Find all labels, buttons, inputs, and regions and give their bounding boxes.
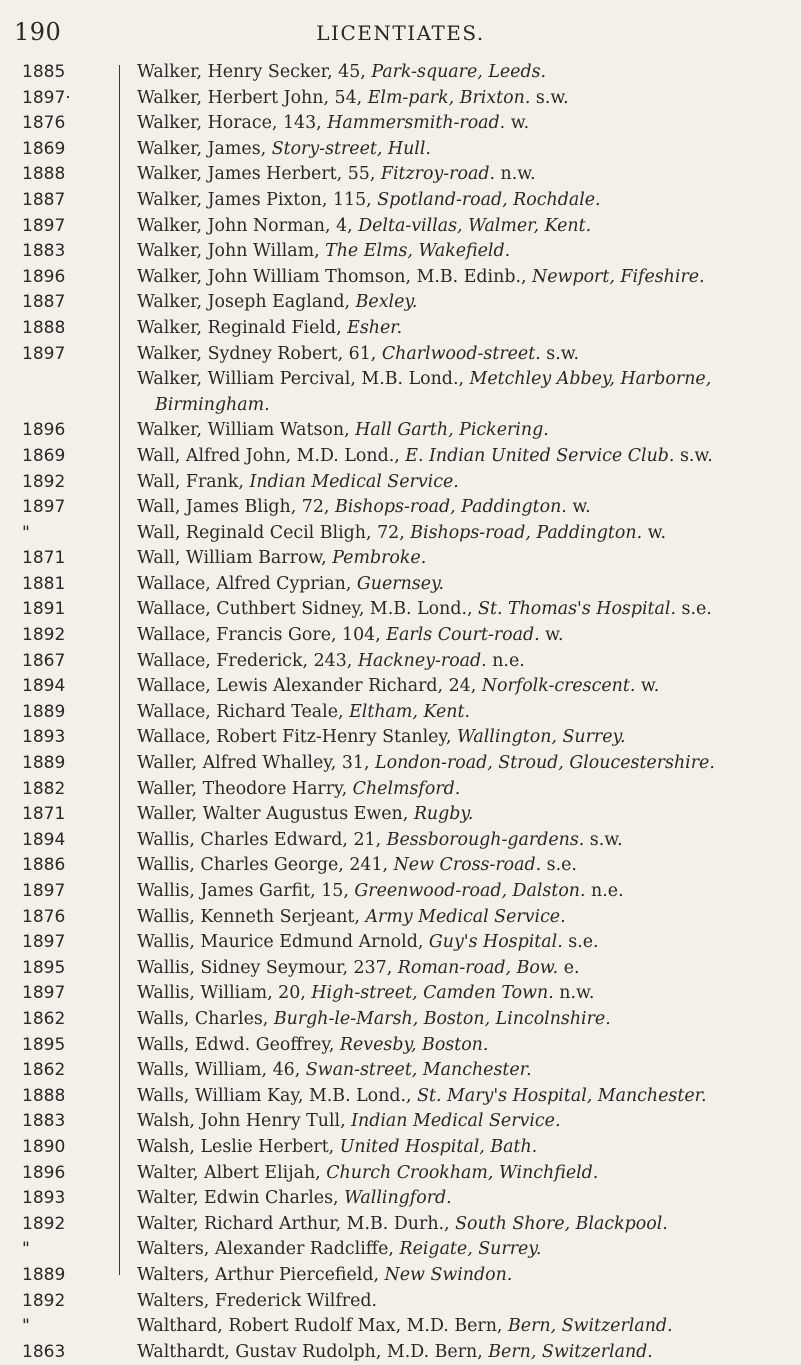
entry-address: Hammersmith-road. — [327, 113, 506, 134]
entry-text — [137, 470, 800, 496]
entry-year: 1887 — [22, 189, 66, 210]
entry-postal-district: s.w. — [584, 829, 623, 850]
list-item — [0, 802, 801, 828]
entry-year: 1890 — [22, 1136, 66, 1157]
entry-text — [137, 879, 800, 905]
entry-name: Wall, James Bligh, 72, — [137, 497, 335, 518]
entry-name: Walker, Herbert John, 54, — [137, 87, 368, 108]
entry-address: Chelmsford. — [352, 778, 461, 799]
entry-year: 1896 — [22, 266, 66, 287]
entry-name: Wall, William Barrow, — [137, 548, 333, 569]
page-header — [0, 18, 801, 50]
entry-name: Wallace, Frederick, 243, — [137, 650, 358, 671]
running-head: LICENTIATES. — [316, 21, 485, 45]
entry-year: 1889 — [22, 701, 66, 722]
list-item — [0, 265, 801, 291]
entry-postal-district: w. — [505, 113, 530, 134]
entry-text — [137, 905, 800, 931]
list-item — [0, 1084, 801, 1110]
list-item — [0, 214, 801, 240]
entry-address: Reigate, Surrey. — [399, 1239, 542, 1260]
entry-text — [137, 239, 800, 265]
list-item — [0, 60, 801, 86]
entry-year: 1892 — [22, 625, 66, 646]
entry-text — [137, 1186, 800, 1212]
entry-year: 1893 — [22, 727, 66, 748]
entry-address: Bexley. — [355, 292, 418, 313]
list-item — [0, 1135, 801, 1161]
entry-year: 1889 — [22, 1264, 66, 1285]
list-item — [0, 418, 801, 444]
entry-address: Guy's Hospital. — [428, 932, 563, 953]
entry-address: Burgh-le-Marsh, Boston, Lincolnshire. — [273, 1008, 611, 1029]
entry-year: 1886 — [22, 855, 66, 876]
list-item — [0, 111, 801, 137]
entry-address: Guernsey. — [356, 573, 445, 594]
entry-address: Delta-villas, Walmer, Kent. — [358, 215, 592, 236]
entry-year: " — [22, 1316, 30, 1337]
entry-text — [137, 495, 800, 521]
entry-address: The Elms, Wakefield. — [325, 241, 511, 262]
list-item — [0, 290, 801, 316]
entry-year: 1892 — [22, 1290, 66, 1311]
entry-address: Swan-street, Manchester. — [305, 1060, 532, 1081]
list-item — [0, 546, 801, 572]
entry-name: Walker, William Percival, M.B. Lond., — [137, 369, 470, 390]
entry-name: Waller, Alfred Whalley, 31, — [137, 753, 376, 774]
entry-text — [137, 956, 800, 982]
entry-text — [137, 342, 800, 368]
entry-name: Walker, James Pixton, 115, — [137, 189, 378, 210]
list-item — [0, 649, 801, 675]
list-item — [0, 367, 801, 418]
entry-year: 1862 — [22, 1060, 66, 1081]
entry-year: 1897 — [22, 497, 66, 518]
entry-text — [137, 546, 800, 572]
entry-text — [137, 1237, 800, 1263]
entry-text — [137, 981, 800, 1007]
entry-year: 1897 — [22, 932, 66, 953]
entry-text — [137, 674, 800, 700]
entry-text — [137, 700, 800, 726]
entry-name: Wallis, Maurice Edmund Arnold, — [137, 932, 429, 953]
entry-name: Walters, Alexander Radcliffe, — [137, 1239, 400, 1260]
list-item — [0, 162, 801, 188]
list-item — [0, 879, 801, 905]
list-item — [0, 1314, 801, 1340]
entry-text — [137, 1263, 800, 1289]
list-item — [0, 828, 801, 854]
list-item — [0, 137, 801, 163]
list-item — [0, 1212, 801, 1238]
entry-name: Walker, James, — [137, 138, 272, 159]
entry-text — [137, 137, 800, 163]
entry-text — [137, 1007, 800, 1033]
entry-year: 1888 — [22, 317, 66, 338]
entry-postal-district: s.e. — [676, 599, 712, 620]
entry-year: 1888 — [22, 164, 66, 185]
list-item — [0, 1263, 801, 1289]
entry-name: Walthard, Robert Rudolf Max, M.D. Bern, — [137, 1316, 508, 1337]
entry-address: Bern, Switzerland. — [488, 1341, 653, 1362]
entry-address: United Hospital, Bath. — [339, 1136, 538, 1157]
entry-name: Wallace, Francis Gore, 104, — [137, 625, 387, 646]
entry-text — [137, 802, 800, 828]
entry-year: 1876 — [22, 906, 66, 927]
entry-address: Bessborough-gardens. — [386, 829, 585, 850]
entry-text — [137, 572, 800, 598]
entry-name: Walsh, John Henry Tull, — [137, 1111, 352, 1132]
entry-postal-district: w. — [566, 497, 591, 518]
entry-text — [137, 418, 800, 444]
entry-name: Walker, William Watson, — [137, 420, 356, 441]
entry-year: 1883 — [22, 1111, 66, 1132]
entry-year: 1897· — [22, 87, 71, 108]
entry-address: Pembroke. — [332, 548, 427, 569]
entry-postal-district: n.e. — [585, 881, 624, 901]
entry-year: 1892 — [22, 471, 66, 492]
entry-address: Earls Court-road. — [386, 625, 540, 646]
entry-text — [137, 1109, 800, 1135]
entry-year: 1883 — [22, 241, 66, 262]
entry-name: Walker, John William Thomson, M.B. Edinb., — [137, 266, 533, 287]
entry-name: Wallis, Sidney Seymour, 237, — [137, 957, 398, 978]
entry-year: 1889 — [22, 753, 66, 774]
entry-year: 1893 — [22, 1188, 66, 1209]
list-item — [0, 905, 801, 931]
entry-postal-district: s.w. — [540, 343, 580, 364]
entry-year: 1869 — [22, 138, 66, 159]
entry-text — [137, 1033, 800, 1059]
entry-text — [137, 1058, 800, 1084]
entry-name: Walker, John Norman, 4, — [137, 215, 359, 236]
entry-year: " — [22, 1239, 30, 1260]
list-item — [0, 470, 801, 496]
list-item — [0, 495, 801, 521]
entry-text — [137, 1084, 800, 1110]
entry-year: 1896 — [22, 1162, 66, 1183]
entry-text — [137, 725, 800, 751]
entry-address: St. Thomas's Hospital. — [478, 599, 676, 620]
entry-postal-district: w. — [539, 625, 564, 646]
entry-year: 1882 — [22, 778, 66, 799]
entry-name: Walker, Sydney Robert, 61, — [137, 343, 382, 364]
list-item — [0, 188, 801, 214]
entry-year: 1896 — [22, 420, 66, 441]
entry-list — [0, 60, 801, 1365]
entry-name: Wallace, Richard Teale, — [137, 701, 350, 722]
list-item — [0, 777, 801, 803]
entry-year: 1897 — [22, 983, 66, 1004]
entry-name: Wallace, Alfred Cyprian, — [137, 573, 357, 594]
entry-text — [137, 1289, 800, 1315]
entry-address: Eltham, Kent. — [349, 701, 470, 722]
entry-year: 1863 — [22, 1341, 66, 1362]
entry-name: Waller, Walter Augustus Ewen, — [137, 804, 414, 825]
list-item — [0, 930, 801, 956]
entry-text — [137, 367, 800, 418]
entry-address: Wallington, Surrey. — [457, 727, 626, 748]
entry-name: Walls, William Kay, M.B. Lond., — [137, 1085, 418, 1106]
entry-text — [137, 649, 800, 675]
entry-year: 1888 — [22, 1085, 66, 1106]
entry-text — [137, 444, 800, 470]
entry-address: Fitzroy-road. — [380, 164, 495, 185]
entry-name: Waller, Theodore Harry, — [137, 778, 353, 799]
entry-text — [137, 86, 800, 112]
entry-postal-district: n.e. — [486, 650, 525, 671]
entry-name: Walker, Henry Secker, 45, — [137, 62, 372, 82]
entry-name: Wallis, William, 20, — [137, 983, 312, 1004]
list-item — [0, 444, 801, 470]
entry-text — [137, 60, 800, 86]
entry-address: Hackney-road. — [357, 650, 487, 671]
entry-address: Charlwood-street. — [381, 343, 541, 364]
entry-address: Story-street, Hull. — [271, 138, 431, 159]
entry-text — [137, 111, 800, 137]
list-item — [0, 239, 801, 265]
entry-name: Wallis, Kenneth Serjeant, — [137, 906, 366, 927]
entry-address: Hall Garth, Pickering. — [355, 420, 549, 441]
entry-text — [137, 1161, 800, 1187]
entry-address: Greenwood-road, Dalston. — [354, 881, 586, 901]
list-item — [0, 1186, 801, 1212]
entry-year: 1876 — [22, 113, 66, 134]
entry-name: Wallace, Robert Fitz-Henry Stanley, — [137, 727, 458, 748]
entry-address: New Swindon. — [384, 1264, 513, 1285]
entry-address: Spotland-road, Rochdale. — [377, 189, 601, 210]
list-item — [0, 725, 801, 751]
entry-name: Walter, Richard Arthur, M.B. Durh., — [137, 1213, 456, 1234]
entry-address: Wallingford. — [344, 1188, 452, 1209]
entry-address: London-road, Stroud, Gloucestershire. — [375, 753, 715, 774]
entry-year: 1894 — [22, 676, 66, 697]
entry-postal-district: s.w. — [674, 445, 713, 466]
entry-name: Walls, Edwd. Geoffrey, — [137, 1034, 340, 1055]
entry-address: Metchley Abbey, Harborne, Birmingham. — [155, 369, 712, 415]
entry-name: Walker, Reginald Field, — [137, 317, 348, 338]
entry-name: Walker, James Herbert, 55, — [137, 164, 381, 185]
entry-name: Walls, Charles, — [137, 1008, 274, 1029]
entry-text — [137, 751, 800, 777]
entry-address: Revesby, Boston. — [339, 1034, 489, 1055]
list-item — [0, 700, 801, 726]
entry-year: " — [22, 522, 30, 543]
list-item — [0, 1033, 801, 1059]
entry-address: Roman-road, Bow. — [397, 957, 559, 978]
list-item — [0, 521, 801, 547]
entry-name: Walker, Horace, 143, — [137, 113, 328, 134]
entry-text — [137, 777, 800, 803]
entry-year: 1867 — [22, 650, 66, 671]
entry-address: Norfolk-crescent. — [481, 676, 636, 697]
entry-postal-district: s.e. — [541, 855, 577, 876]
entry-year: 1895 — [22, 1034, 66, 1055]
entry-name: Wallace, Cuthbert Sidney, M.B. Lond., — [137, 599, 479, 620]
entry-address: Rugby. — [413, 804, 474, 825]
entry-postal-district: w. — [642, 522, 666, 543]
entry-address: New Cross-road. — [393, 855, 542, 876]
entry-text — [137, 188, 800, 214]
entry-text — [137, 1212, 800, 1238]
entry-year: 1891 — [22, 599, 66, 620]
entry-name: Wallis, Charles George, 241, — [137, 855, 394, 876]
entry-postal-district: n.w. — [553, 983, 595, 1004]
list-item — [0, 1161, 801, 1187]
list-item — [0, 981, 801, 1007]
entry-year: 1881 — [22, 573, 66, 594]
entry-year: 1897 — [22, 215, 66, 236]
entry-year: 1871 — [22, 804, 66, 825]
entry-name: Wallis, James Garfit, 15, — [137, 881, 355, 901]
entry-text — [137, 265, 800, 291]
entry-name: Walker, John Willam, — [137, 241, 326, 262]
entry-year: 1895 — [22, 957, 66, 978]
entry-text — [137, 853, 800, 879]
entry-name: Walters, Frederick Wilfred. — [137, 1290, 378, 1311]
list-item — [0, 674, 801, 700]
entry-text — [137, 1135, 800, 1161]
entry-text — [137, 597, 800, 623]
entry-year: 1897 — [22, 881, 66, 901]
entry-address: Newport, Fifeshire. — [532, 266, 705, 287]
entry-postal-district: s.w. — [530, 87, 569, 108]
list-item — [0, 1058, 801, 1084]
list-item — [0, 853, 801, 879]
entry-address: Bern, Switzerland. — [508, 1316, 673, 1337]
list-item — [0, 956, 801, 982]
entry-name: Wallace, Lewis Alexander Richard, 24, — [137, 676, 482, 697]
entry-address: St. Mary's Hospital, Manchester. — [417, 1085, 707, 1106]
page-number: 190 — [14, 18, 62, 46]
entry-name: Wall, Reginald Cecil Bligh, 72, — [137, 522, 411, 543]
entry-postal-district: s.e. — [562, 932, 599, 953]
list-item — [0, 1237, 801, 1263]
list-item — [0, 623, 801, 649]
entry-text — [137, 162, 800, 188]
entry-address: Indian Medical Service. — [249, 471, 459, 492]
list-item — [0, 1340, 801, 1365]
entry-name: Walker, Joseph Eagland, — [137, 292, 356, 313]
entry-text — [137, 930, 800, 956]
entry-text — [137, 214, 800, 240]
entry-text — [137, 623, 800, 649]
entry-address: Park-square, Leeds. — [371, 62, 547, 82]
entry-year: 1871 — [22, 548, 66, 569]
entry-year: 1887 — [22, 292, 66, 313]
entry-address: Church Crookham, Winchfield. — [326, 1162, 599, 1183]
list-item — [0, 1289, 801, 1315]
list-item — [0, 1109, 801, 1135]
list-item — [0, 751, 801, 777]
list-item — [0, 1007, 801, 1033]
entry-address: Esher. — [347, 317, 403, 338]
list-item — [0, 316, 801, 342]
entry-postal-district: e. — [558, 957, 580, 978]
entry-name: Walter, Edwin Charles, — [137, 1188, 345, 1209]
entry-address: Elm-park, Brixton. — [367, 87, 531, 108]
entry-text — [137, 316, 800, 342]
entry-name: Walter, Albert Elijah, — [137, 1162, 327, 1183]
entry-postal-district: n.w. — [494, 164, 536, 185]
entry-name: Wallis, Charles Edward, 21, — [137, 829, 387, 850]
entry-address: Army Medical Service. — [365, 906, 566, 927]
entry-address: Bishops-road, Paddington. — [334, 497, 567, 518]
entry-year: 1892 — [22, 1213, 66, 1234]
entry-postal-district: w. — [635, 676, 660, 697]
entry-address: High-street, Camden Town. — [311, 983, 554, 1004]
entry-address: Bishops-road, Paddington. — [410, 522, 643, 543]
entry-name: Walters, Arthur Piercefield, — [137, 1264, 385, 1285]
entry-year: 1885 — [22, 62, 66, 82]
list-item — [0, 597, 801, 623]
list-item — [0, 572, 801, 598]
entry-text — [137, 290, 800, 316]
entry-year: 1869 — [22, 445, 66, 466]
entry-name: Wall, Frank, — [137, 471, 250, 492]
entry-text — [137, 1314, 800, 1340]
entry-address: South Shore, Blackpool. — [455, 1213, 668, 1234]
entry-text — [137, 521, 800, 547]
entry-year: 1897 — [22, 343, 66, 364]
entry-address: E. Indian United Service Club. — [405, 445, 675, 466]
entry-name: Wall, Alfred John, M.D. Lond., — [137, 445, 406, 466]
entry-name: Walls, William, 46, — [137, 1060, 306, 1081]
entry-name: Walthardt, Gustav Rudolph, M.D. Bern, — [137, 1341, 489, 1362]
list-item — [0, 342, 801, 368]
entry-text — [137, 828, 800, 854]
entry-name: Walsh, Leslie Herbert, — [137, 1136, 340, 1157]
entry-text — [137, 1340, 800, 1365]
list-item — [0, 86, 801, 112]
entry-year: 1862 — [22, 1008, 66, 1029]
entry-address: Indian Medical Service. — [351, 1111, 561, 1132]
entry-year: 1894 — [22, 829, 66, 850]
